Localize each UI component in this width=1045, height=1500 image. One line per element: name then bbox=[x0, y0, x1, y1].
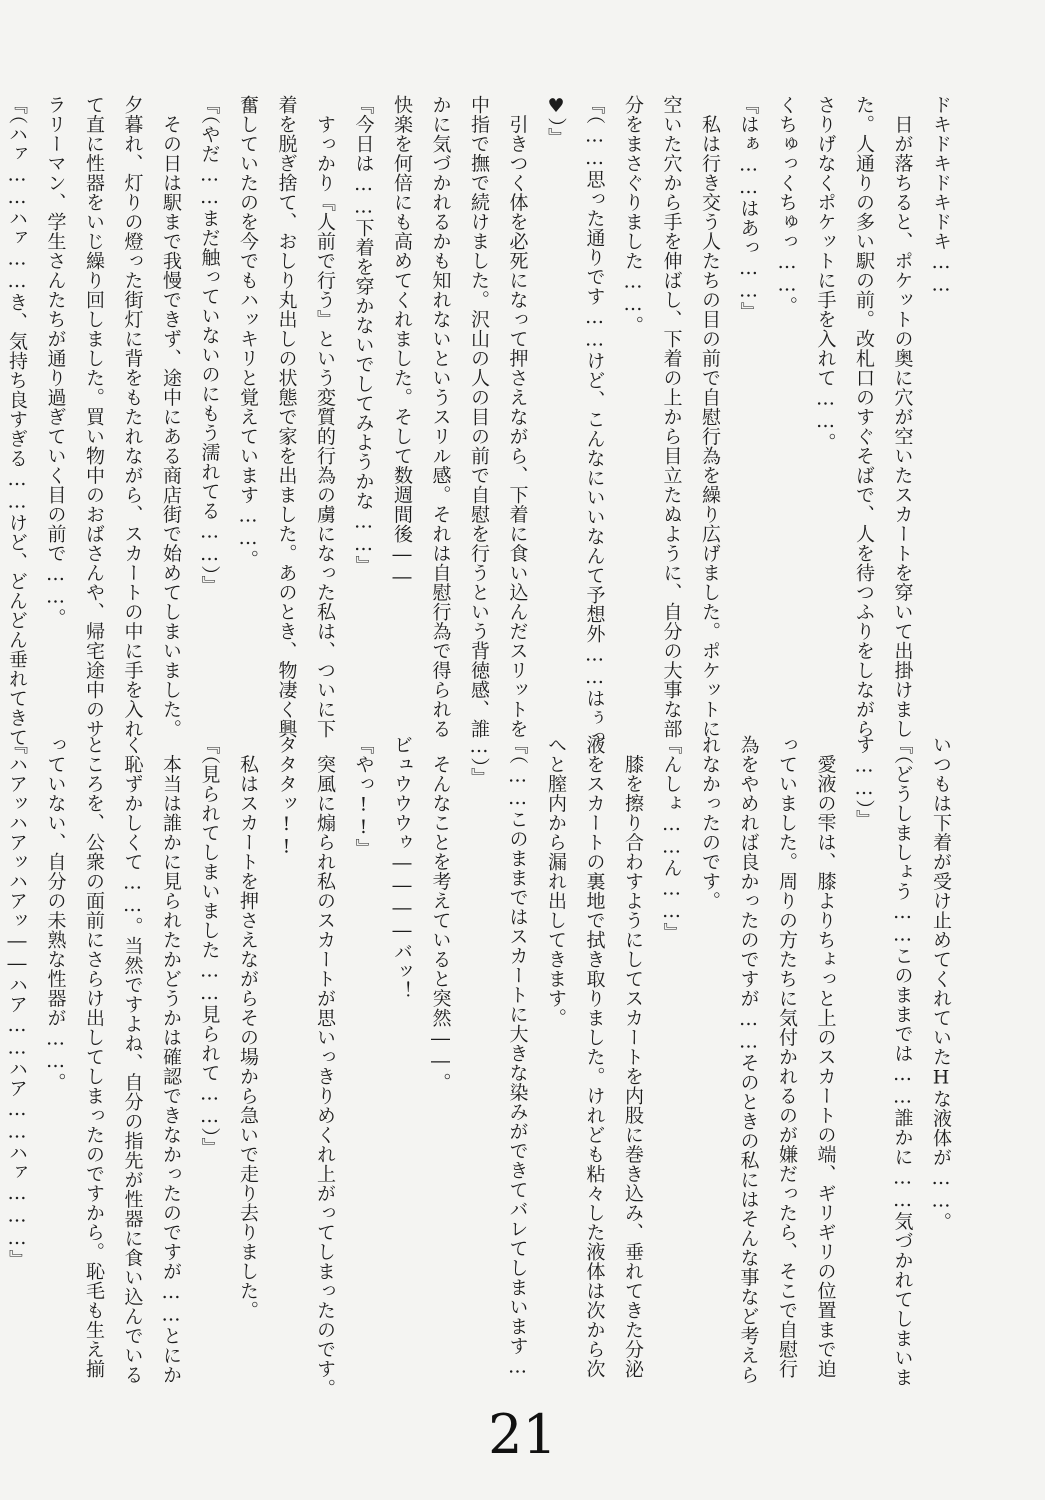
text-line: 突風に煽られ私のスカートが思いっきりめくれ上がってしまったのです。 bbox=[314, 735, 336, 1398]
top-text-block bbox=[6, 95, 960, 747]
text-line: くちゅっくちゅっ……。 bbox=[776, 95, 798, 316]
text-line: ラリーマン、学生さんたちが通り過ぎていく目の前で……。 bbox=[44, 95, 67, 628]
text-line: かに気づかれるかも知れないというスリル感。それは自慰行為で得られる bbox=[429, 95, 452, 739]
text-line: 夕暮れ、灯りの燈った街灯に背をもたれながら、スカートの中に手を入れ bbox=[121, 95, 144, 739]
text-line: すっかり『人前で行う』という変質的行為の虜になった私は、ついに下 bbox=[314, 95, 336, 739]
text-line: 『んしょ……ん……』 bbox=[660, 735, 683, 942]
text-line: 『（……思った通りです……けど、こんなにいいなんて予想外……はぅっ bbox=[583, 95, 606, 747]
text-line: 引きつく体を必死になって押さえながら、下着に食い込んだスリットを bbox=[506, 95, 529, 739]
text-line: 私はスカートを押さえながらその場から急いで走り去りました。 bbox=[237, 735, 259, 1320]
text-line: さりげなくポケットに手を入れて……。 bbox=[814, 95, 837, 452]
text-line: れなかったのです。 bbox=[699, 735, 721, 911]
text-line: 『（どうしましょう……このままでは……誰かに……気づかれてしまいま bbox=[891, 735, 914, 1387]
text-line: 膝を擦り合わすようにしてスカートを内股に巻き込み、垂れてきた分泌 bbox=[622, 735, 644, 1379]
text-line: その日は駅まで我慢できず、途中にある商店街で始めてしまいました。 bbox=[160, 95, 182, 739]
text-line: 日が落ちると、ポケットの奥に穴が空いたスカートを穿いて出掛けまし bbox=[891, 95, 914, 739]
text-line: へと膣内から漏れ出してきます。 bbox=[545, 735, 567, 1028]
text-line: す……）』 bbox=[853, 735, 875, 829]
text-line: 『今日は……下着を穿かないでしてみようかな……』 bbox=[352, 95, 375, 575]
text-line: いつもは下着が受け止めてくれていたHな液体が……。 bbox=[930, 735, 952, 1232]
text-line: 為をやめれば良かったのですが……そのときの私にはそんな事など考えら bbox=[737, 735, 760, 1385]
text-line: …）』 bbox=[468, 735, 490, 787]
text-line: ビュウウウゥ――――バッ！ bbox=[391, 735, 413, 1001]
text-line: 液をスカートの裏地で拭き取りました。けれども粘々した液体は次から次 bbox=[583, 735, 606, 1379]
bottom-text-block bbox=[6, 735, 960, 1398]
text-line: そんなことを考えていると突然――。 bbox=[429, 735, 452, 1092]
text-line: っていない、自分の未熟な性器が……。 bbox=[44, 735, 67, 1092]
text-line: 『（見られてしまいました……見られて……）』 bbox=[198, 735, 221, 1157]
text-line: 『（……このままではスカートに大きな染みができてバレてしまいます… bbox=[506, 735, 529, 1378]
text-line: 愛液の雫は、膝よりちょっと上のスカートの端、ギリギリの位置まで迫 bbox=[814, 735, 837, 1379]
text-line: 奮していたのを今でもハッキリと覚えています……。 bbox=[237, 95, 259, 569]
text-line: 本当は誰かに見られたかどうかは確認できなかったのですが……とにか bbox=[160, 735, 182, 1385]
text-line: ところを、公衆の面前にさらけ出してしまったのですから。恥毛も生え揃 bbox=[83, 735, 105, 1379]
text-line: 中指で撫で続けました。沢山の人の目の前で自慰を行うという背徳感、誰 bbox=[468, 95, 490, 739]
text-line: 分をまさぐりました……。 bbox=[622, 95, 644, 335]
text-line: 『（やだ……まだ触っていないのにもう濡れてる……）』 bbox=[198, 95, 221, 595]
text-line: 空いた穴から手を伸ばし、下着の上から目立たぬように、自分の大事な部 bbox=[660, 95, 683, 739]
page-number: 21 bbox=[488, 1403, 557, 1466]
text-line: 快楽を何倍にも高めてくれました。そして数週間後―― bbox=[391, 95, 413, 589]
text-line: 『ハアッハアッハアッ――ハア……ハア……ハァ………』 bbox=[6, 735, 28, 1269]
text-line: っていました。周りの方たちに気付かれるのが嫌だったら、そこで自慰行 bbox=[776, 735, 798, 1379]
text-line: ♥）』 bbox=[545, 95, 567, 147]
text-line: く恥ずかしくて……。当然ですよね、自分の指先が性器に食い込んでいる bbox=[121, 735, 144, 1385]
text-line: 『やっ!!』 bbox=[352, 735, 375, 858]
text-line: 私は行き交う人たちの目の前で自慰行為を繰り広げました。ポケットに bbox=[699, 95, 721, 739]
text-line: ドキドキドキドキ…… bbox=[930, 95, 952, 296]
text-line: タタタッ!! bbox=[275, 735, 298, 858]
text-line: た。人通りの多い駅の前。改札口のすぐそばで、人を待つふりをしながら bbox=[853, 95, 875, 739]
text-line: て直に性器をいじ繰り回しました。買い物中のおばさんや、帰宅途中のサ bbox=[83, 95, 105, 739]
text-line: 『はぁ……はあっ……』 bbox=[737, 95, 760, 322]
text-line: 『（ハァ……ハァ……き、気持ち良すぎる……けど、どんどん垂れてきて bbox=[6, 95, 28, 747]
text-line: 着を脱ぎ捨て、おしり丸出しの状態で家を出ました。あのとき、物凄く興 bbox=[275, 95, 298, 739]
